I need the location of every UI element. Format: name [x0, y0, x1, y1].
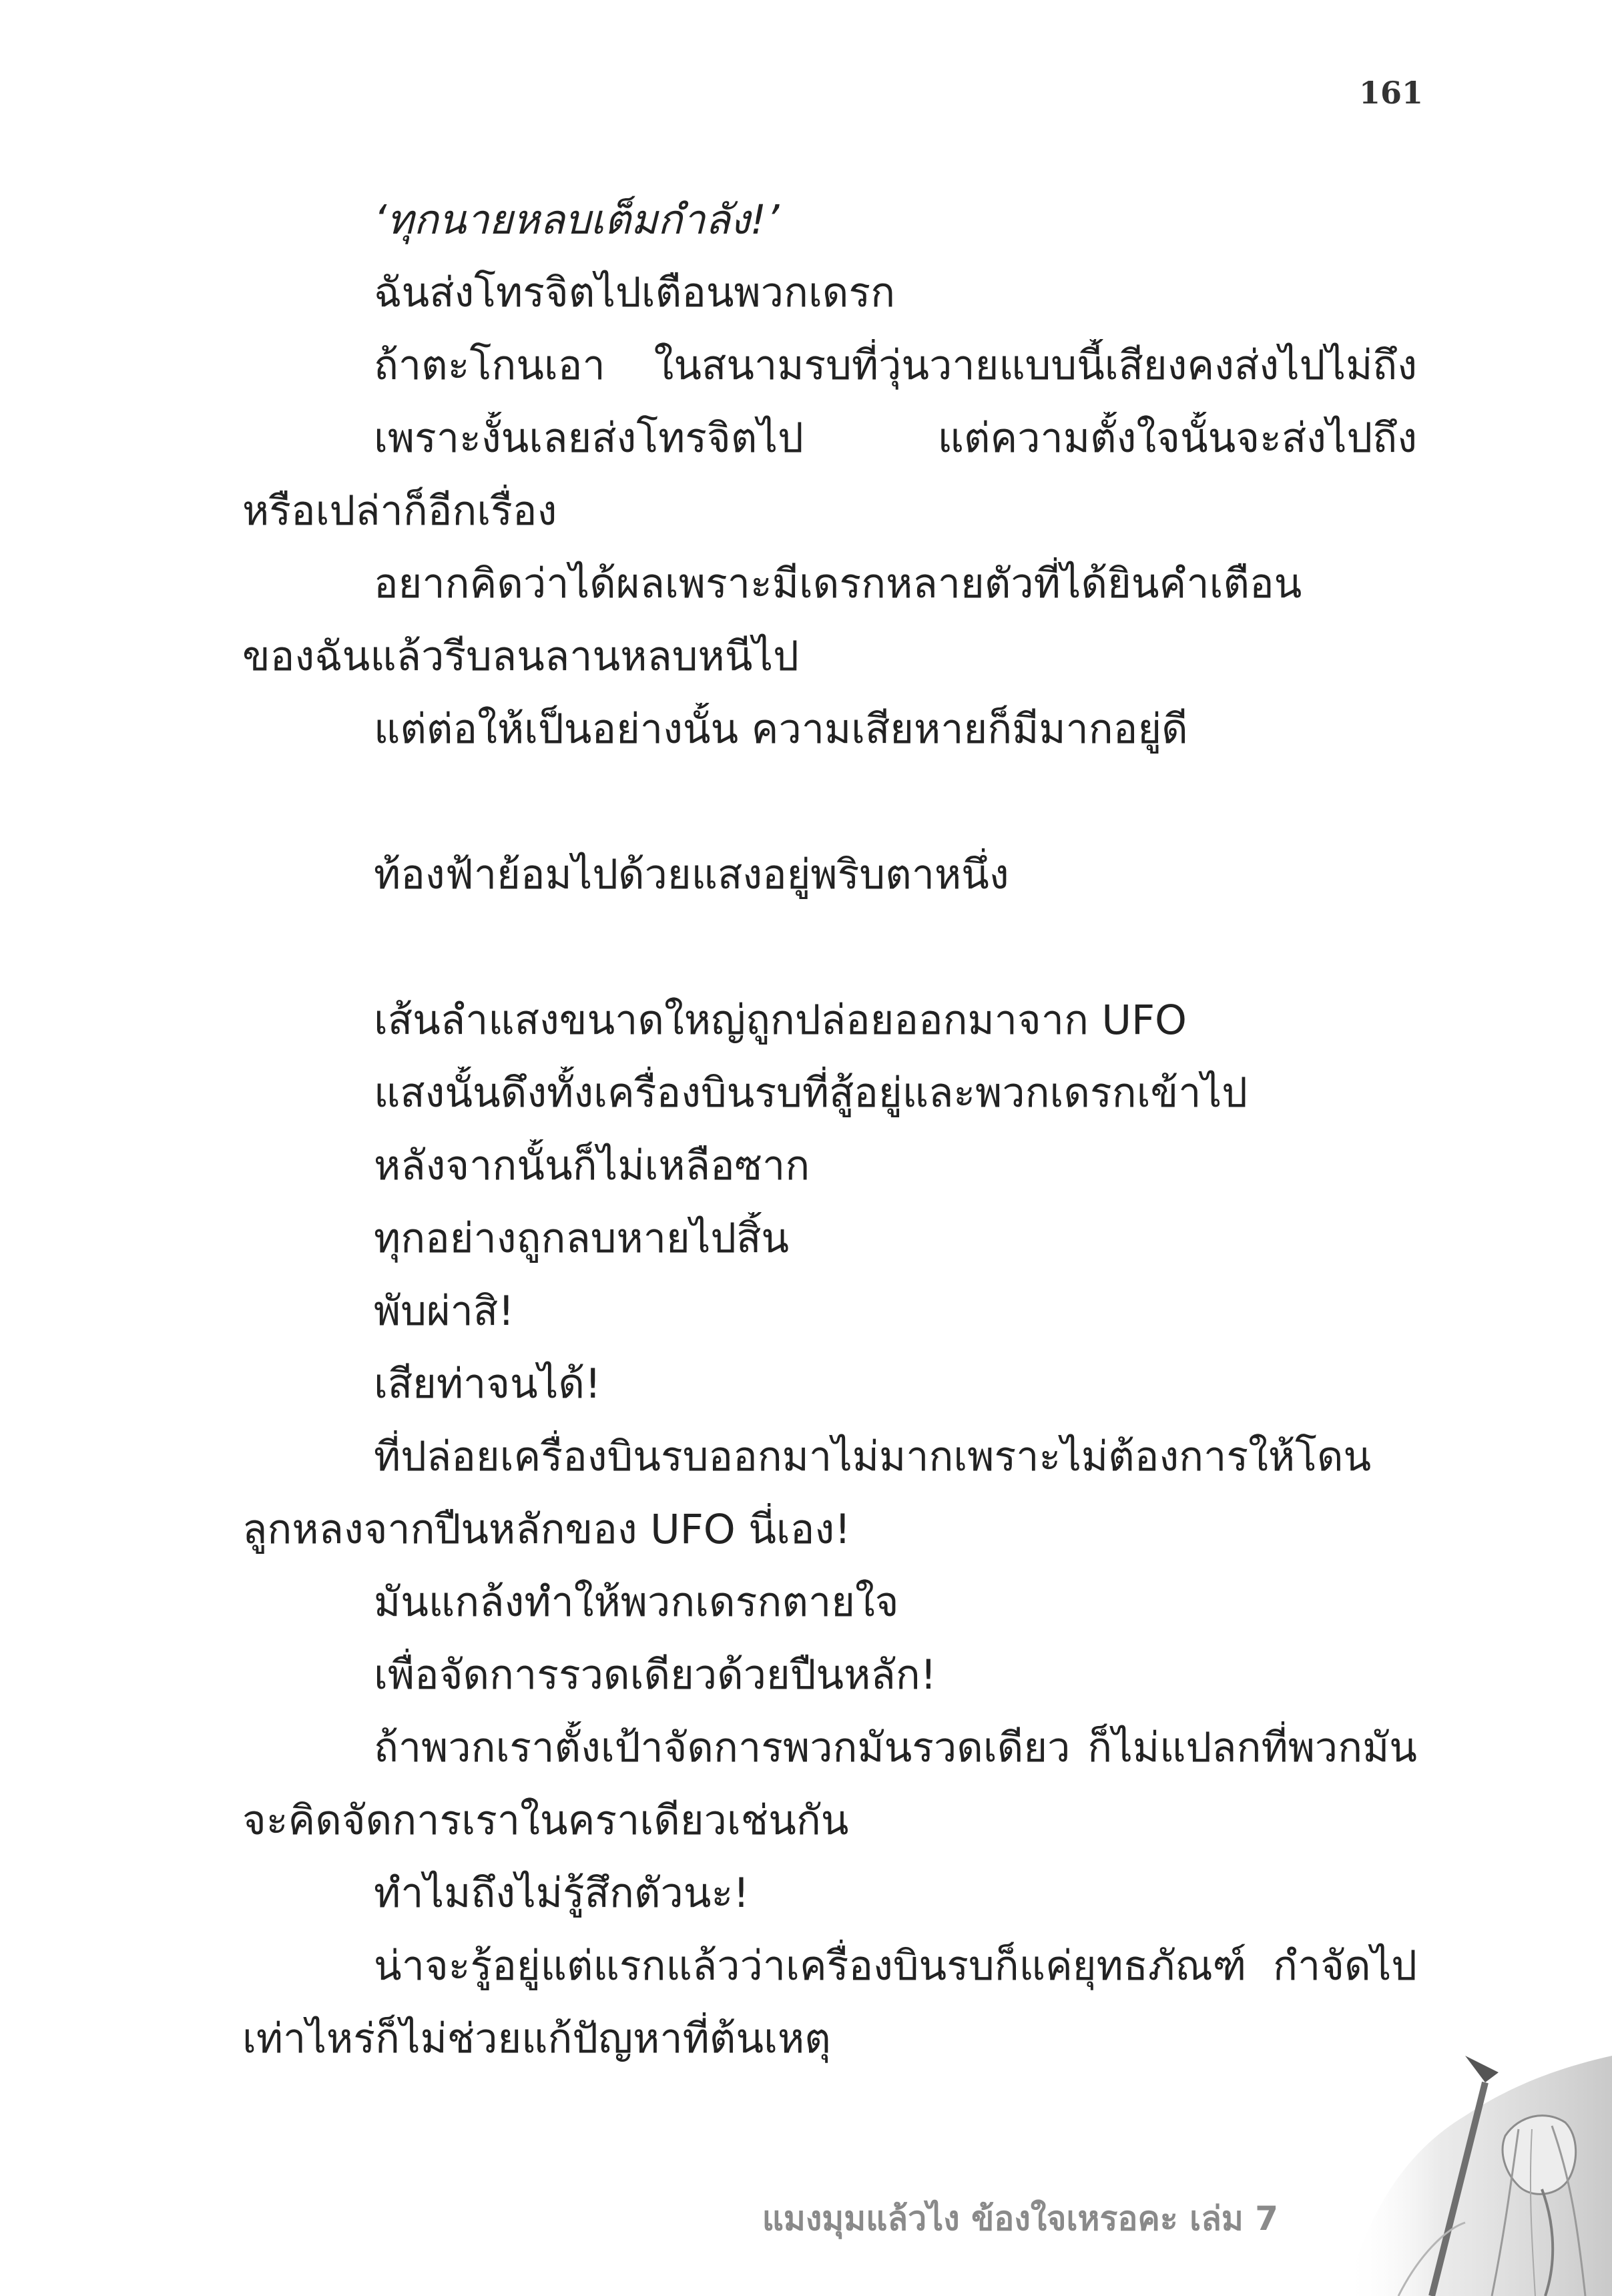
text-line: เสียท่าจนได้!	[374, 1360, 601, 1408]
text-line: น่าจะรู้อยู่แต่แรกแล้วว่าเครื่องบินรบก็แค่ยุทธภัณฑ์ กำจัดไป	[374, 1942, 1417, 1990]
text-line: ของฉันแล้วรีบลนลานหลบหนีไป	[242, 633, 799, 680]
text-line: ที่ปล่อยเครื่องบินรบออกมาไม่มากเพราะไม่ต้องการให้โดน	[374, 1433, 1372, 1480]
page-number: 161	[1358, 75, 1423, 111]
text-line: ถ้าตะโกนเอา ในสนามรบที่วุ่นวายแบบนี้เสียงคงส่งไปไม่ถึง	[374, 342, 1417, 389]
text-line: จะคิดจัดการเราในคราเดียวเช่นกัน	[242, 1797, 849, 1844]
text-line: พับผ่าสิ!	[374, 1287, 515, 1335]
book-title: แมงมุมแล้วไง ข้องใจเหรอคะ เล่ม 7	[762, 2199, 1278, 2238]
text-line: ‘ทุกนายหลบเต็มกำลัง!’	[374, 196, 780, 244]
text-line: หรือเปล่าก็อีกเรื่อง	[242, 487, 557, 535]
text-line: เท่าไหร่ก็ไม่ช่วยแก้ปัญหาที่ต้นเหตุ	[242, 2015, 831, 2062]
text-line: ถ้าพวกเราตั้งเป้าจัดการพวกมันรวดเดียว ก็ไม่แปลกที่พวกมัน	[374, 1724, 1417, 1771]
text-line: ทุกอย่างถูกลบหายไปสิ้น	[374, 1215, 790, 1262]
text-line: ทำไมถึงไม่รู้สึกตัวนะ!	[374, 1870, 750, 1917]
text-line: ท้องฟ้าย้อมไปด้วยแสงอยู่พริบตาหนึ่ง	[374, 851, 1009, 898]
text-line: ฉันส่งโทรจิตไปเตือนพวกเดรก	[374, 269, 896, 316]
text-line: เพื่อจัดการรวดเดียวด้วยปืนหลัก!	[374, 1651, 937, 1699]
character-illustration	[1265, 2056, 1612, 2296]
text-line: อยากคิดว่าได้ผลเพราะมีเดรกหลายตัวที่ได้ยินคำเตือน	[374, 560, 1302, 607]
text-line: แสงนั้นดึงทั้งเครื่องบินรบที่สู้อยู่และพวกเดรกเข้าไป	[374, 1069, 1248, 1117]
text-line: หลังจากนั้นก็ไม่เหลือซาก	[374, 1142, 810, 1189]
text-line: มันแกล้งทำให้พวกเดรกตายใจ	[374, 1579, 899, 1626]
text-line: แต่ต่อให้เป็นอย่างนั้น ความเสียหายก็มีมากอยู่ดี	[374, 705, 1188, 753]
text-line: ลูกหลงจากปืนหลักของ UFO นี่เอง!	[242, 1506, 851, 1553]
text-line: เพราะงั้นเลยส่งโทรจิตไป แต่ความตั้งใจนั้นจะส่งไปถึง	[374, 414, 1417, 462]
text-line: เส้นลำแสงขนาดใหญ่ถูกปล่อยออกมาจาก UFO	[374, 996, 1187, 1044]
